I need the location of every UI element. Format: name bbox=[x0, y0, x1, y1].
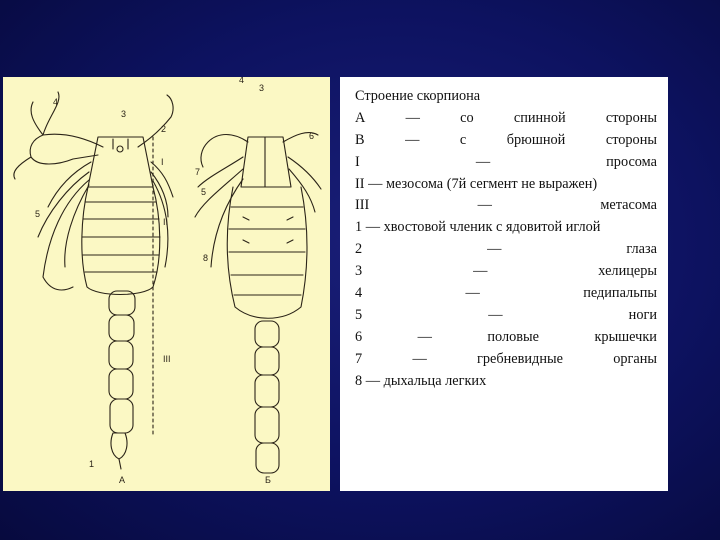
caption-word: с bbox=[459, 131, 467, 148]
caption-line bbox=[355, 130, 657, 152]
caption-word: спинной bbox=[513, 109, 566, 126]
caption-word: брюшной bbox=[506, 131, 566, 148]
label-a-2: 2 bbox=[161, 124, 167, 134]
label-b-3: 3 bbox=[259, 83, 265, 93]
label-b-B: Б bbox=[265, 475, 271, 485]
caption-word: — bbox=[405, 131, 420, 148]
caption-line bbox=[355, 349, 657, 371]
caption-line bbox=[355, 174, 657, 196]
caption-word: 8 — дыхальца легких bbox=[355, 372, 487, 389]
caption-word: В bbox=[355, 131, 365, 148]
caption-word: — bbox=[487, 241, 502, 258]
label-a-3: 3 bbox=[121, 109, 127, 119]
caption-word: — bbox=[488, 306, 503, 323]
caption-word: I bbox=[355, 153, 360, 170]
caption-line bbox=[355, 152, 657, 174]
caption-word: половые bbox=[487, 328, 539, 345]
caption-line bbox=[355, 108, 657, 130]
scorpion-ventral-drawing bbox=[195, 133, 321, 473]
label-b-4: 4 bbox=[239, 77, 245, 85]
caption-word: просома bbox=[606, 153, 657, 170]
caption-word: метасома bbox=[600, 197, 657, 214]
caption-word: II — мезосома (7й сегмент не выражен) bbox=[355, 175, 598, 192]
caption-word: 7 bbox=[355, 350, 363, 367]
caption-word: А bbox=[355, 109, 366, 126]
label-a-5: 5 bbox=[35, 209, 41, 219]
caption-word: 4 bbox=[355, 285, 363, 302]
caption-word: хелицеры bbox=[598, 263, 657, 280]
label-b-7: 7 bbox=[195, 167, 201, 177]
caption-word: стороны bbox=[605, 109, 657, 126]
label-b-5: 5 bbox=[201, 187, 207, 197]
caption-word: 5 bbox=[355, 306, 363, 323]
label-a-II: II bbox=[163, 217, 169, 227]
caption-line bbox=[355, 327, 657, 349]
caption-word: 1 — хвостовой членик с ядовитой иглой bbox=[355, 219, 601, 236]
caption-text bbox=[355, 86, 657, 392]
caption-lines bbox=[355, 108, 657, 393]
scorpion-illustration bbox=[3, 77, 330, 491]
caption-word: — bbox=[412, 350, 427, 367]
caption-word: — bbox=[473, 263, 488, 280]
caption-word: 6 bbox=[355, 328, 363, 345]
caption-word: глаза bbox=[626, 241, 657, 258]
caption-word: — bbox=[417, 328, 432, 345]
caption-word: — bbox=[405, 109, 420, 126]
caption-word: — bbox=[475, 153, 491, 170]
caption-title: Строение скорпиона bbox=[355, 88, 481, 104]
caption-word: III bbox=[355, 197, 370, 214]
caption-line bbox=[355, 239, 657, 261]
caption-line bbox=[355, 305, 657, 327]
caption-word: — bbox=[477, 197, 492, 214]
label-a-A: A bbox=[119, 475, 126, 485]
caption-line bbox=[355, 261, 657, 283]
caption-word: педипальпы bbox=[583, 285, 657, 302]
label-a-4: 4 bbox=[53, 97, 59, 107]
caption-word: — bbox=[465, 285, 480, 302]
caption-line bbox=[355, 283, 657, 305]
caption-line bbox=[355, 195, 657, 217]
caption-word: гребневидные bbox=[477, 350, 563, 367]
label-b-6: 6 bbox=[309, 131, 315, 141]
caption-line bbox=[355, 371, 657, 393]
caption-word: органы bbox=[613, 350, 657, 367]
label-a-1: 1 bbox=[89, 459, 95, 469]
label-b-8: 8 bbox=[203, 253, 209, 263]
caption-word: ноги bbox=[628, 306, 657, 323]
caption-word: 2 bbox=[355, 241, 363, 258]
caption-word: со bbox=[460, 109, 474, 126]
caption-line bbox=[355, 217, 657, 239]
scorpion-dorsal-drawing bbox=[14, 92, 173, 469]
caption-word: крышечки bbox=[594, 328, 657, 345]
caption-word: 3 bbox=[355, 263, 363, 280]
caption-word: стороны bbox=[605, 131, 657, 148]
label-a-III: III bbox=[163, 354, 171, 364]
label-a-I: I bbox=[161, 157, 164, 167]
